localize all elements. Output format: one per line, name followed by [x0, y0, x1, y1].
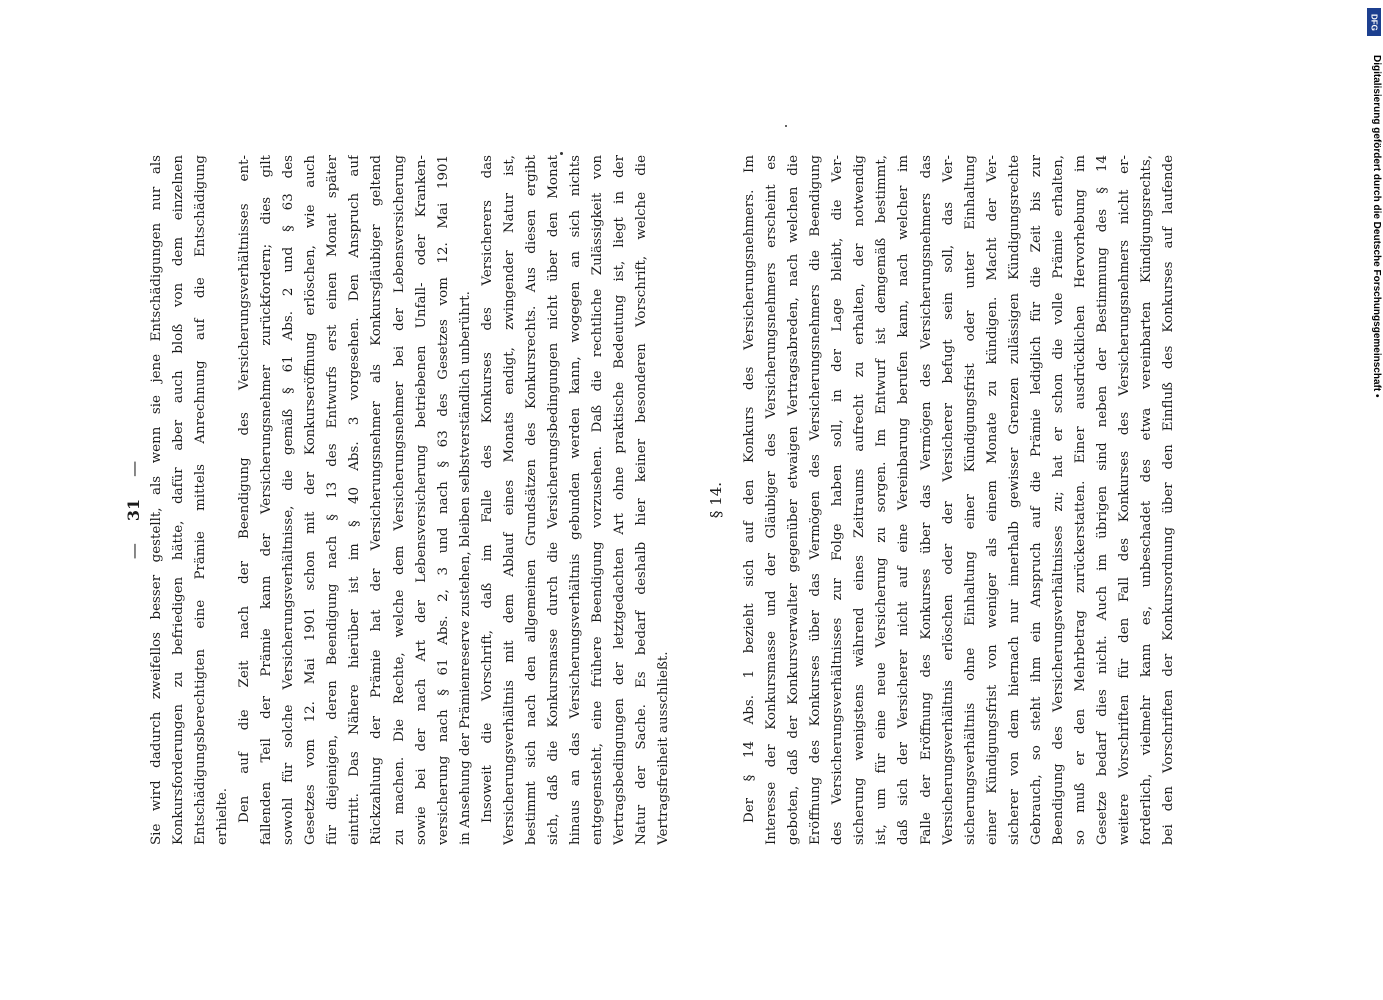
text-line: entgegensteht, eine frühere Beendigung vorzusehen. Daß die rechtliche Zulässigkeit von	[589, 155, 605, 845]
text-line: sowohl für solche Versicherungsverhältnisse, die gemäß § 61 Abs. 2 und § 63 des	[281, 155, 297, 845]
text-line: für diejenigen, deren Beendigung nach § 13 des Entwurfs erst einen Monat später	[325, 155, 341, 845]
header-dash-left: —	[123, 543, 143, 560]
page-header	[120, 155, 146, 865]
text-line: sowie bei der nach Art der Lebensversicherung betriebenen Unfall- oder Kranken-	[413, 155, 429, 845]
text-line: Interesse der Konkursmasse und der Gläubiger des Versicherungsnehmers erscheint es	[764, 155, 780, 845]
text-line: Entschädigungsberechtigten eine Prämie mittels Anrechnung auf die Entschädigung	[193, 155, 209, 845]
page-content	[120, 155, 1220, 845]
text-line: Gesetze bedarf dies nicht. Auch im übrigen sind neben der Bestimmung des § 14	[1094, 155, 1110, 845]
page-number: 31	[123, 498, 143, 522]
text-line: hinaus an das Versicherungsverhältnis gebunden werden kann, wogegen an sich nichts	[567, 155, 583, 845]
text-line: Eröffnung des Konkurses über das Vermögen des Versicherungsnehmers die Beendigung	[808, 155, 824, 845]
text-line: erhielte.	[215, 787, 231, 845]
text-line: Der § 14 Abs. 1 bezieht sich auf den Konkurs des Versicherungsnehmers. Im	[742, 155, 758, 823]
text-line: Versicherungsverhältnis erlöschen oder der Versicherer befugt sein soll, das Ver-	[940, 155, 956, 845]
text-line: Natur der Sache. Es bedarf deshalb hier keiner besonderen Vorschrift, welche die	[634, 155, 650, 845]
text-line: des Versicherungsverhältnisses zur Folge haben soll, in der Lage bleibt, die Ver-	[830, 155, 846, 845]
text-line: Den auf die Zeit nach der Beendigung des Versicherungsverhältnisses ent-	[237, 155, 253, 823]
text-line: in Ansehung der Prämienreserve zustehen, bleiben selbstverständlich unberührt.	[457, 291, 473, 845]
text-line: Rückzahlung der Prämie hat der Versicherungsnehmer als Konkursgläubiger geltend	[369, 155, 385, 845]
section-heading: § 14.	[707, 481, 726, 519]
text-line: fallenden Teil der Prämie kann der Versicherungsnehmer zurückfordern; dies gilt	[259, 155, 275, 845]
paragraph-4	[739, 155, 1180, 845]
text-line: einer Kündigungsfrist von weniger als einem Monate zu kündigen. Macht der Ver-	[984, 155, 1000, 845]
digitization-note	[1372, 15, 1382, 775]
scan-speck	[785, 125, 787, 127]
text-line: eintritt. Das Nähere hierüber ist im § 40 Abs. 3 vorgesehen. Den Anspruch auf	[347, 155, 363, 845]
dfg-logo: DFG	[1367, 8, 1381, 36]
text-line: Gebrauch, so steht ihm ein Anspruch auf die Prämie lediglich für die Zeit bis zur	[1028, 155, 1044, 845]
text-line: sicherung wenigstens während eines Zeitraums aufrecht zu erhalten, der notwendig	[852, 155, 868, 845]
text-line: Vertragsfreiheit ausschließt.	[656, 651, 672, 845]
text-line: Falle der Eröffnung des Konkurses über das Vermögen des Versicherungsnehmers das	[918, 155, 934, 845]
text-line: Versicherungsverhältnis mit dem Ablauf eines Monats endigt, zwingender Natur ist,	[501, 155, 517, 845]
paragraph-2	[234, 155, 477, 845]
text-line: forderlich, vielmehr kann es, unbeschadet des etwa vereinbarten Kündigungsrechts,	[1138, 155, 1154, 845]
text-line: bei den Vorschriften der Konkursordnung über den Einfluß des Konkurses auf laufende	[1161, 155, 1177, 845]
text-line: Gesetzes vom 12. Mai 1901 schon mit der Konkurseröffnung erlöschen, wie auch	[303, 155, 319, 845]
text-line: versicherung nach § 61 Abs. 2, 3 und nach § 63 des Gesetzes vom 12. Mai 1901	[435, 155, 451, 845]
text-line: ist, um für eine neue Versicherung zu sorgen. Im Entwurf ist demgemäß bestimmt,	[874, 155, 890, 845]
paragraph-1	[146, 155, 234, 845]
text-line: Insoweit die Vorschrift, daß im Falle des Konkurses des Versicherers das	[479, 155, 495, 823]
text-line: bestimmt sich nach den allgemeinen Grundsätzen des Konkursrechts. Aus diesen ergibt	[523, 155, 539, 845]
text-line: Beendigung des Versicherungsverhältnisses zu; hat er schon die volle Prämie erhalten,	[1050, 155, 1066, 845]
text-line: weitere Vorschriften für den Fall des Konkurses des Versicherungsnehmers nicht er-	[1116, 155, 1132, 845]
text-line: sicherungsverhältnis ohne Einhaltung einer Kündigungsfrist oder unter Einhaltung	[962, 155, 978, 845]
text-line: zu machen. Die Rechte, welche dem Versicherungsnehmer bei der Lebensversicherung	[391, 155, 407, 845]
header-dash-right: —	[123, 460, 143, 477]
text-line: Sie wird dadurch zweifellos besser gestellt, als wenn sie jene Entschädigungen nur als	[149, 155, 164, 845]
digitization-note-text: Digitalisierung gefördert durch die Deutsche Forschungsgemeinschaft •	[1371, 55, 1382, 398]
text-line: geboten, daß der Konkursverwalter gegenüber etwaigen Vertragsabreden, nach welchen die	[786, 155, 802, 845]
text-line: Vertragsbedingungen der letztgedachten Art ohne praktische Bedeutung ist, liegt in der	[611, 155, 627, 845]
text-line: daß sich der Versicherer nicht auf eine Vereinbarung berufen kann, nach welcher im	[896, 155, 912, 845]
text-line: Konkursforderungen zu befriedigen hätte, dafür aber auch bloß von dem einzelnen	[171, 155, 187, 845]
text-line: sich, daß die Konkursmasse durch die Versicherungsbedingungen nicht über den Monat	[545, 155, 561, 845]
scan-speck	[560, 152, 563, 155]
text-line: so muß er den Mehrbetrag zurückerstatten. Einer ausdrücklichen Hervorhebung im	[1072, 155, 1088, 845]
paragraph-3	[477, 155, 675, 845]
text-line: sicherer von dem hiernach nur innerhalb gewisser Grenzen zulässigen Kündigungsrechte	[1006, 155, 1022, 845]
